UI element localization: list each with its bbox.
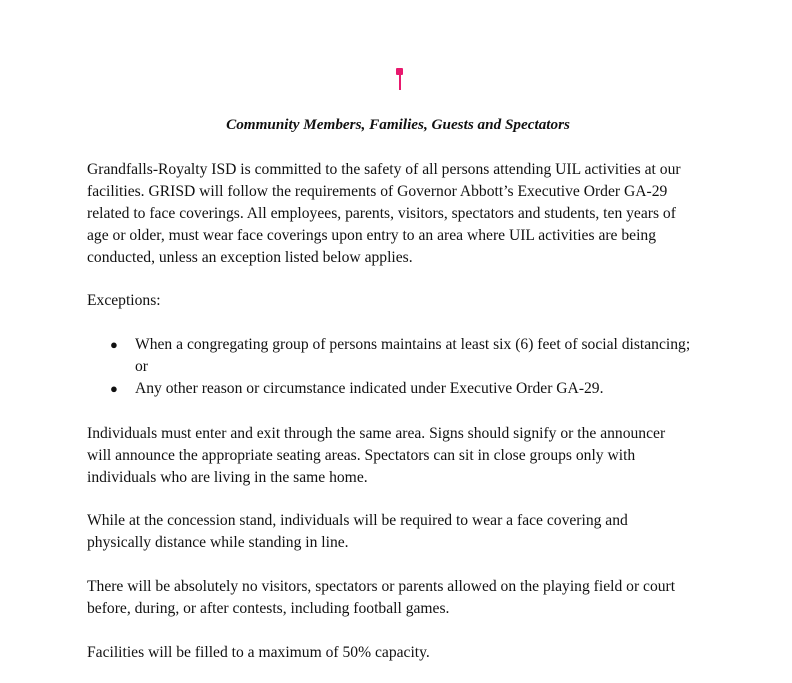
- bullet-icon: ●: [110, 337, 118, 352]
- concession-line: While at the concession stand, individuals will be required to wear a face covering and: [87, 512, 628, 529]
- concession-line: physically distance while standing in line.: [87, 534, 349, 551]
- capacity-line: Facilities will be filled to a maximum of 50% capacity.: [87, 644, 430, 661]
- entry-line: individuals who are living in the same home.: [87, 469, 368, 486]
- intro-line: facilities. GRISD will follow the requirements of Governor Abbott’s Executive Order GA-29: [87, 183, 668, 200]
- list-item[interactable]: [110, 378, 730, 400]
- entry-paragraph[interactable]: [87, 423, 727, 489]
- concession-paragraph[interactable]: [87, 510, 727, 554]
- text-cursor-icon: [396, 68, 403, 90]
- exceptions-label[interactable]: [87, 290, 727, 312]
- cursor-stem: [399, 74, 401, 90]
- entry-line: will announce the appropriate seating areas. Spectators can sit in close groups only with: [87, 447, 636, 464]
- intro-line: Grandfalls-Royalty ISD is committed to the safety of all persons attending UIL activities at our: [87, 161, 681, 178]
- list-item-line: or: [135, 358, 148, 375]
- field-line: before, during, or after contests, including football games.: [87, 600, 450, 617]
- entry-line: Individuals must enter and exit through the same area. Signs should signify or the announcer: [87, 425, 666, 442]
- list-item-line: Any other reason or circumstance indicated under Executive Order GA-29.: [135, 380, 604, 397]
- document-title[interactable]: Community Members, Families, Guests and Spectators: [226, 116, 570, 133]
- exceptions-list: [110, 334, 730, 400]
- field-paragraph[interactable]: [87, 576, 727, 620]
- intro-paragraph[interactable]: [87, 159, 727, 269]
- field-line: There will be absolutely no visitors, spectators or parents allowed on the playing field or court: [87, 578, 676, 595]
- intro-line: related to face coverings. All employees, parents, visitors, spectators and students, ten years of: [87, 205, 676, 222]
- list-item[interactable]: [110, 334, 730, 378]
- exceptions-label-text: Exceptions:: [87, 292, 161, 309]
- bullet-icon: ●: [110, 381, 118, 396]
- intro-line: age or older, must wear face coverings upon entry to an area where UIL activities are being: [87, 227, 657, 244]
- intro-line: conducted, unless an exception listed below applies.: [87, 249, 413, 266]
- list-item-line: When a congregating group of persons maintains at least six (6) feet of social distancing;: [135, 336, 691, 353]
- capacity-paragraph[interactable]: [87, 642, 727, 664]
